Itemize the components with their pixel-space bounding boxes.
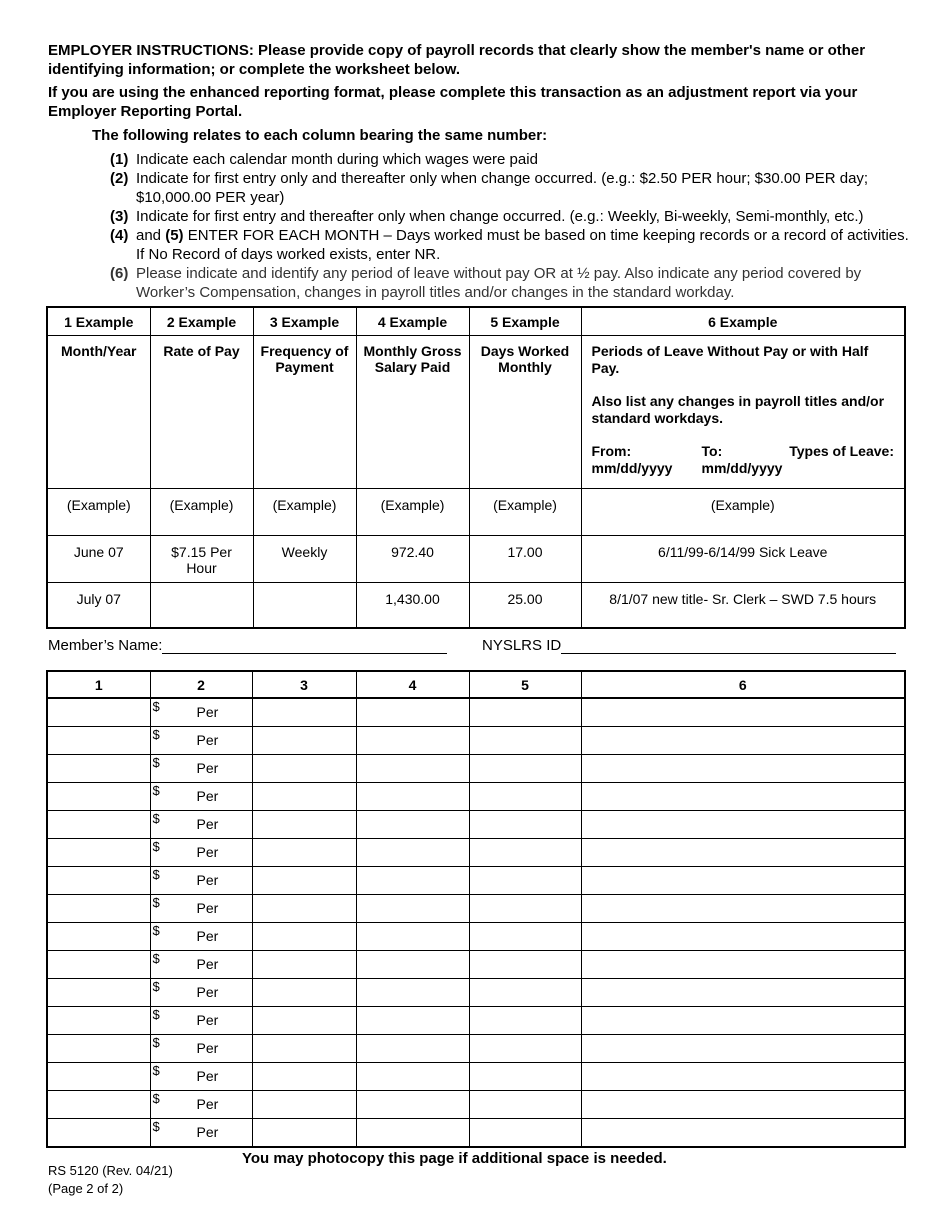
- worksheet-cell[interactable]: [252, 1119, 356, 1148]
- worksheet-cell[interactable]: [469, 727, 581, 755]
- worksheet-cell[interactable]: [47, 1063, 150, 1091]
- worksheet-cell[interactable]: [356, 698, 469, 727]
- form-number: RS 5120 (Rev. 04/21) (Page 2 of 2): [48, 1163, 173, 1196]
- worksheet-cell[interactable]: [581, 895, 905, 923]
- worksheet-cell[interactable]: [469, 1035, 581, 1063]
- instruction-item-4: (4) and (5) ENTER FOR EACH MONTH – Days worked must be based on time keeping records or a record of activities. If No Record of days worked exists, enter NR.: [110, 227, 909, 263]
- worksheet-row: [47, 979, 905, 1007]
- rate-of-pay-cell[interactable]: [150, 1063, 252, 1091]
- worksheet-cell[interactable]: [47, 867, 150, 895]
- example-table: [46, 306, 906, 629]
- dollar-sign: $: [152, 1063, 160, 1078]
- worksheet-row: [47, 867, 905, 895]
- worksheet-cell[interactable]: [252, 698, 356, 727]
- worksheet-cell[interactable]: [47, 951, 150, 979]
- worksheet-cell[interactable]: [469, 1091, 581, 1119]
- per-label: Per: [196, 1096, 219, 1112]
- dollar-sign: $: [152, 727, 160, 742]
- worksheet-header-2: 2: [150, 671, 252, 698]
- worksheet-cell[interactable]: [47, 783, 150, 811]
- worksheet-cell[interactable]: [581, 727, 905, 755]
- per-label: Per: [196, 844, 219, 860]
- instruction-item-3: (3) Indicate for first entry and thereafter only when change occurred. (e.g.: Weekly, Bi-weekly, Semi-monthly, etc.): [110, 208, 864, 225]
- worksheet-cell[interactable]: [469, 867, 581, 895]
- worksheet-cell[interactable]: [356, 811, 469, 839]
- worksheet-cell[interactable]: [356, 1091, 469, 1119]
- worksheet-cell[interactable]: [469, 1119, 581, 1148]
- rate-of-pay-cell[interactable]: [150, 698, 252, 727]
- worksheet-cell[interactable]: [252, 727, 356, 755]
- example-header-1: 1 Example: [47, 307, 150, 336]
- dollar-sign: $: [152, 755, 160, 770]
- per-label: Per: [196, 788, 219, 804]
- rate-of-pay-cell[interactable]: [150, 811, 252, 839]
- worksheet-header-3: 3: [252, 671, 356, 698]
- worksheet-cell[interactable]: [252, 979, 356, 1007]
- per-label: Per: [196, 704, 219, 720]
- instruction-item-1: (1) Indicate each calendar month during which wages were paid: [110, 151, 538, 168]
- worksheet-cell[interactable]: [356, 1007, 469, 1035]
- example-header-3: 3 Example: [253, 307, 356, 336]
- worksheet-row: [47, 783, 905, 811]
- worksheet-cell[interactable]: [581, 1063, 905, 1091]
- rate-of-pay-cell[interactable]: [150, 979, 252, 1007]
- dollar-sign: $: [152, 839, 160, 854]
- subheader-rate-of-pay: Rate of Pay: [150, 336, 253, 489]
- rate-of-pay-cell[interactable]: [150, 1119, 252, 1148]
- worksheet-row: [47, 895, 905, 923]
- worksheet-cell[interactable]: [47, 755, 150, 783]
- instruction-list: [110, 150, 910, 302]
- dollar-sign: $: [152, 699, 160, 714]
- subheader-month-year: Month/Year: [47, 336, 150, 489]
- per-label: Per: [196, 760, 219, 776]
- worksheet-cell[interactable]: [356, 1035, 469, 1063]
- worksheet-cell[interactable]: [469, 839, 581, 867]
- worksheet-cell[interactable]: [47, 923, 150, 951]
- worksheet-cell[interactable]: [469, 923, 581, 951]
- dollar-sign: $: [152, 923, 160, 938]
- per-label: Per: [196, 732, 219, 748]
- worksheet-row: [47, 839, 905, 867]
- worksheet-cell[interactable]: [356, 867, 469, 895]
- worksheet-header-6: 6: [581, 671, 905, 698]
- worksheet-cell[interactable]: [356, 839, 469, 867]
- per-label: Per: [196, 1040, 219, 1056]
- worksheet-cell[interactable]: [47, 811, 150, 839]
- worksheet-cell[interactable]: [47, 839, 150, 867]
- worksheet-cell[interactable]: [469, 698, 581, 727]
- instruction-item-6: (6) Please indicate and identify any period of leave without pay OR at ½ pay. Also indicate any period covered by Worker’s Compensation, changes in payroll titles and/or changes in the standard workday.: [110, 265, 862, 301]
- worksheet-cell[interactable]: [469, 1063, 581, 1091]
- worksheet-cell[interactable]: [581, 867, 905, 895]
- worksheet-cell[interactable]: [47, 1007, 150, 1035]
- worksheet-cell[interactable]: [581, 951, 905, 979]
- dollar-sign: $: [152, 1035, 160, 1050]
- rate-of-pay-cell[interactable]: [150, 727, 252, 755]
- worksheet-cell[interactable]: [469, 895, 581, 923]
- worksheet-cell[interactable]: [47, 895, 150, 923]
- example-row: (Example) (Example) (Example) (Example) (Example) (Example): [47, 489, 905, 536]
- worksheet-cell[interactable]: [252, 839, 356, 867]
- worksheet-cell[interactable]: [252, 1007, 356, 1035]
- member-name-field[interactable]: [48, 637, 447, 654]
- nyslrs-id-field[interactable]: [482, 637, 896, 654]
- dollar-sign: $: [152, 1119, 160, 1134]
- worksheet-cell[interactable]: [356, 1063, 469, 1091]
- worksheet-cell[interactable]: [356, 895, 469, 923]
- nyslrs-id-label: NYSLRS ID: [482, 637, 562, 654]
- worksheet-cell[interactable]: [581, 1119, 905, 1148]
- worksheet-cell[interactable]: [581, 1007, 905, 1035]
- photocopy-note: You may photocopy this page if additional space is needed.: [242, 1150, 667, 1167]
- worksheet-cell[interactable]: [581, 979, 905, 1007]
- per-label: Per: [196, 900, 219, 916]
- worksheet-cell[interactable]: [252, 923, 356, 951]
- rate-of-pay-cell[interactable]: [150, 867, 252, 895]
- rate-of-pay-cell[interactable]: [150, 895, 252, 923]
- per-label: Per: [196, 872, 219, 888]
- worksheet-row: [47, 951, 905, 979]
- per-label: Per: [196, 928, 219, 944]
- example-header-4: 4 Example: [356, 307, 469, 336]
- worksheet-cell[interactable]: [47, 979, 150, 1007]
- worksheet-cell[interactable]: [47, 727, 150, 755]
- rate-of-pay-cell[interactable]: [150, 839, 252, 867]
- dollar-sign: $: [152, 895, 160, 910]
- worksheet-cell[interactable]: [252, 1063, 356, 1091]
- worksheet-row: [47, 1119, 905, 1148]
- worksheet-row: [47, 1007, 905, 1035]
- worksheet-cell[interactable]: [356, 755, 469, 783]
- worksheet-cell[interactable]: [356, 923, 469, 951]
- dollar-sign: $: [152, 1091, 160, 1106]
- worksheet-row: [47, 1035, 905, 1063]
- worksheet-cell[interactable]: [469, 979, 581, 1007]
- worksheet-cell[interactable]: [252, 951, 356, 979]
- rate-of-pay-cell[interactable]: [150, 783, 252, 811]
- worksheet-cell[interactable]: [47, 698, 150, 727]
- worksheet-cell[interactable]: [356, 783, 469, 811]
- worksheet-cell[interactable]: [581, 783, 905, 811]
- worksheet-cell[interactable]: [252, 783, 356, 811]
- subheader-leave-periods: Periods of Leave Without Pay or with Half Pay. Also list any changes in payroll titles and/or standard workdays. From: To: Types of Leave: mm/dd/yyyy mm/dd/yyyy: [581, 336, 905, 489]
- example-header-6: 6 Example: [581, 307, 905, 336]
- worksheet-table: [46, 670, 906, 1148]
- member-name-label: Member’s Name:: [48, 637, 163, 654]
- per-label: Per: [196, 1012, 219, 1028]
- per-label: Per: [196, 1124, 219, 1140]
- worksheet-row: [47, 1063, 905, 1091]
- worksheet-cell[interactable]: [581, 698, 905, 727]
- subheader-days-worked: Days Worked Monthly: [469, 336, 581, 489]
- example-header-2: 2 Example: [150, 307, 253, 336]
- example-row: June 07 $7.15 Per Hour Weekly 972.40 17.00 6/11/99-6/14/99 Sick Leave: [47, 536, 905, 583]
- worksheet-cell[interactable]: [252, 1035, 356, 1063]
- example-header-5: 5 Example: [469, 307, 581, 336]
- per-label: Per: [196, 1068, 219, 1084]
- worksheet-row: [47, 755, 905, 783]
- worksheet-header-4: 4: [356, 671, 469, 698]
- worksheet-cell[interactable]: [581, 839, 905, 867]
- employer-instructions: EMPLOYER INSTRUCTIONS: Please provide copy of payroll records that clearly show the member's name or other identifying information; or complete the worksheet below.: [48, 42, 866, 78]
- worksheet-row: [47, 811, 905, 839]
- dollar-sign: $: [152, 867, 160, 882]
- worksheet-cell[interactable]: [469, 811, 581, 839]
- per-label: Per: [196, 816, 219, 832]
- dollar-sign: $: [152, 979, 160, 994]
- rate-of-pay-cell[interactable]: [150, 1091, 252, 1119]
- worksheet-cell[interactable]: [469, 1007, 581, 1035]
- column-note: The following relates to each column bearing the same number:: [92, 127, 548, 144]
- instruction-item-2: (2) Indicate for first entry only and thereafter only when change occurred. (e.g.: $2.50 PER hour; $30.00 PER day; $10,000.00 PER year): [110, 170, 869, 206]
- worksheet-header-5: 5: [469, 671, 581, 698]
- subheader-frequency: Frequency of Payment: [253, 336, 356, 489]
- enhanced-reporting-note: If you are using the enhanced reporting format, please complete this transaction as an adjustment report via your Employer Reporting Portal.: [48, 84, 858, 120]
- per-label: Per: [196, 956, 219, 972]
- worksheet-cell[interactable]: [581, 923, 905, 951]
- worksheet-cell[interactable]: [469, 951, 581, 979]
- worksheet-cell[interactable]: [252, 895, 356, 923]
- rate-of-pay-cell[interactable]: [150, 1035, 252, 1063]
- example-row: July 07 1,430.00 25.00 8/1/07 new title- Sr. Clerk – SWD 7.5 hours: [47, 583, 905, 629]
- worksheet-cell[interactable]: [356, 1119, 469, 1148]
- worksheet-cell[interactable]: [581, 811, 905, 839]
- worksheet-cell[interactable]: [356, 979, 469, 1007]
- rate-of-pay-cell[interactable]: [150, 1007, 252, 1035]
- dollar-sign: $: [152, 811, 160, 826]
- dollar-sign: $: [152, 783, 160, 798]
- worksheet-cell[interactable]: [252, 867, 356, 895]
- worksheet-cell[interactable]: [469, 783, 581, 811]
- per-label: Per: [196, 984, 219, 1000]
- worksheet-cell[interactable]: [252, 1091, 356, 1119]
- worksheet-cell[interactable]: [47, 1119, 150, 1148]
- rate-of-pay-cell[interactable]: [150, 923, 252, 951]
- worksheet-cell[interactable]: [356, 727, 469, 755]
- worksheet-cell[interactable]: [356, 951, 469, 979]
- worksheet-row: [47, 698, 905, 727]
- worksheet-cell[interactable]: [252, 755, 356, 783]
- worksheet-cell[interactable]: [581, 1091, 905, 1119]
- rate-of-pay-cell[interactable]: [150, 755, 252, 783]
- dollar-sign: $: [152, 1007, 160, 1022]
- worksheet-cell[interactable]: [252, 811, 356, 839]
- worksheet-row: [47, 1091, 905, 1119]
- subheader-gross-salary: Monthly Gross Salary Paid: [356, 336, 469, 489]
- worksheet-cell[interactable]: [469, 755, 581, 783]
- worksheet-row: [47, 727, 905, 755]
- worksheet-cell[interactable]: [581, 755, 905, 783]
- dollar-sign: $: [152, 951, 160, 966]
- worksheet-header-1: 1: [47, 671, 150, 698]
- worksheet-cell[interactable]: [47, 1091, 150, 1119]
- rate-of-pay-cell[interactable]: [150, 951, 252, 979]
- worksheet-cell[interactable]: [47, 1035, 150, 1063]
- worksheet-row: [47, 923, 905, 951]
- worksheet-cell[interactable]: [581, 1035, 905, 1063]
